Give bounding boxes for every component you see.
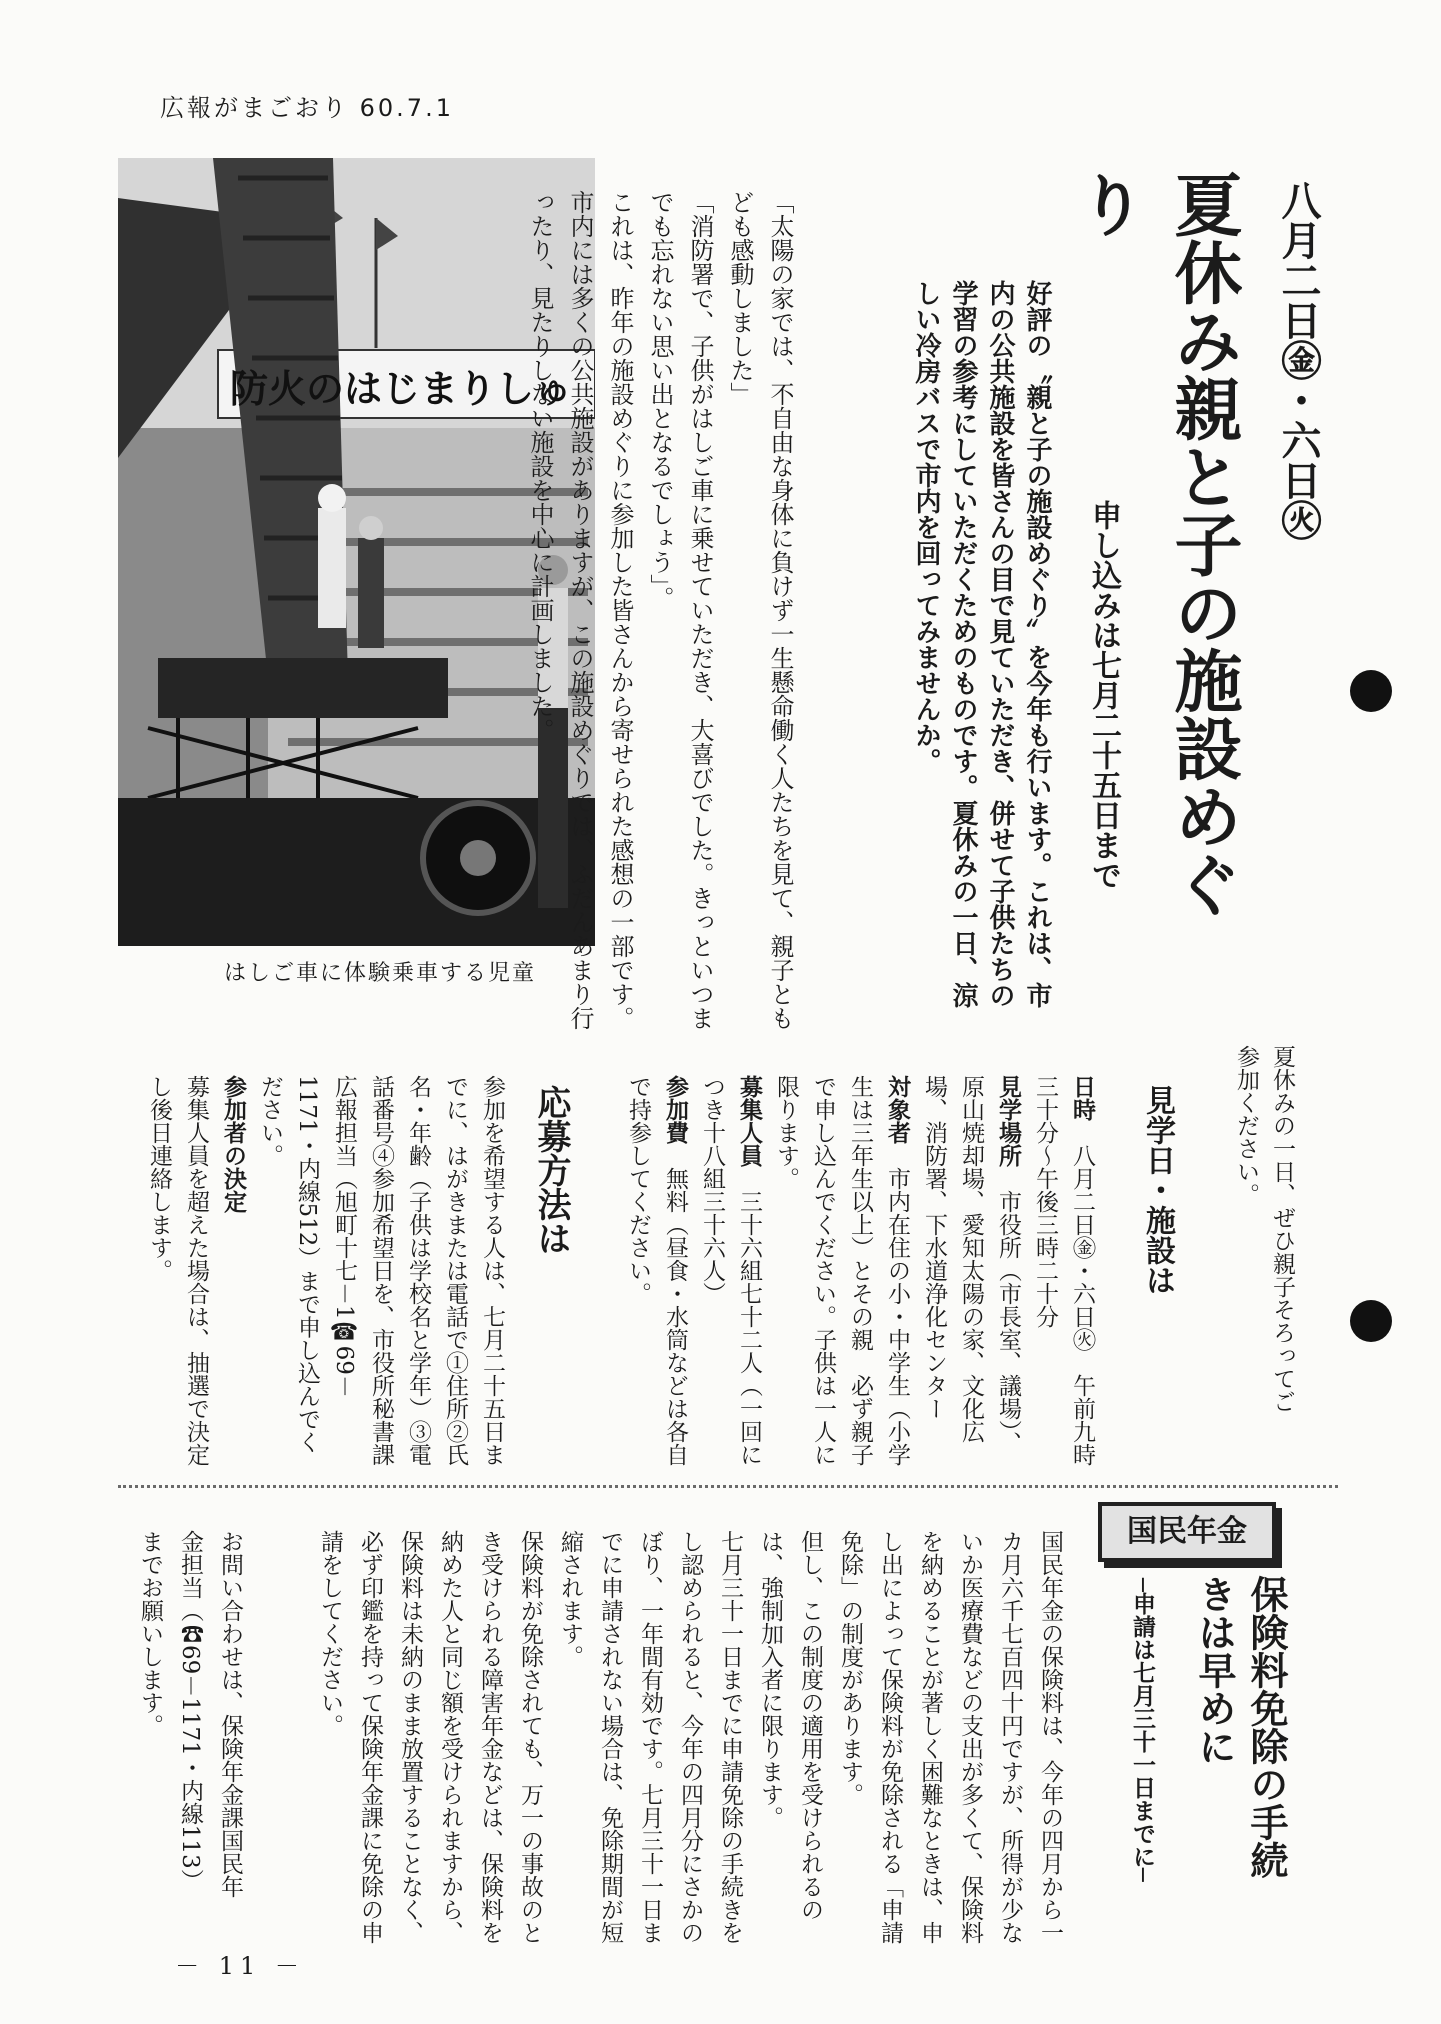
decision-text: 募集人員を超えた場合は、抽選で決定し後日連絡します。 xyxy=(146,1075,209,1466)
pension-body xyxy=(260,1530,1070,1950)
pension-title: 保険料免除の手続きは早めに xyxy=(1192,1575,1288,1879)
body-paragraph: 七月三十一日までに申請免除の手続きをし認められると、今年の四月分にさかのぼり、一年間有効です。七月三十一日までに申請されない場合は、免除期間が短縮されます。 xyxy=(557,1530,743,1944)
page-number: － 11 － xyxy=(175,1952,305,1980)
pension-contact: お問い合わせは、保険年金課国民年金担当（☎69－1171・内線113）までお願いします。 xyxy=(137,1530,243,1898)
body-paragraph: これは、昨年の施設めぐりに参加した皆さんから寄せられた感想の一部です。 xyxy=(606,190,634,1030)
schedule-details xyxy=(625,1075,1100,1470)
body-paragraph: 「太陽の家では、不自由な身体に負けず一生懸命働く人たちを見て、親子ともども感動しました」 xyxy=(726,190,794,1030)
section-divider xyxy=(118,1485,1338,1488)
article-body xyxy=(526,190,800,1030)
page-header: 広報がまごおり 60.7.1 xyxy=(160,94,454,122)
article-title: 夏休み親と子の施設めぐり xyxy=(1067,170,1242,918)
schedule-text: 市役所（市長室、議場）、原山焼却場、愛知太陽の家、文化広場、消防署、下水道浄化センター xyxy=(921,1075,1021,1455)
photo-caption: はしご車に体験乗車する児童 xyxy=(223,961,536,986)
article-body-continued xyxy=(1160,1045,1300,1415)
application-deadline: 申し込みは七月二十五日まで xyxy=(1086,500,1121,890)
schedule-item xyxy=(915,1075,1026,1470)
pension-badge: 国民年金 xyxy=(1098,1502,1276,1562)
section-bullet-icon xyxy=(1350,1300,1392,1342)
schedule-label: 募集人員 xyxy=(736,1075,762,1167)
body-paragraph: 国民年金の保険料は、今年の四月から一カ月六千七百四十円ですが、所得が少ないか医療費などの支出が多くて、保険料を納めることが著しく困難なときは、申し出によって保険料が免除される「申請免除」の制度があります。 xyxy=(837,1530,1063,1944)
body-paragraph: 市内には多くの公共施設がありますが、この施設めぐりでは、ふだんあまり行ったり、見たりしない施設を中心に計画しました。 xyxy=(526,190,594,1030)
apply-details xyxy=(130,1075,510,1475)
schedule-text: 無料（昼食・水筒などは各自で持参してください。 xyxy=(625,1075,688,1466)
article-intro: 好評の〝親と子の施設めぐり〟を今年も行います。これは、市内の公共施設を皆さんの目で見ていただき、併せて子供たちの学習の参考にしていただくためのものです。夏休みの一日、涼しい冷房バスで市内を回ってみませんか。 xyxy=(911,280,1052,1008)
schedule-item xyxy=(693,1075,767,1470)
schedule-label: 見学場所 xyxy=(995,1075,1021,1167)
photo-sign-text: 防火のはじまりしゅ xyxy=(230,367,573,411)
body-paragraph: 但し、この制度の適用を受けられるのは、強制加入者に限ります。 xyxy=(757,1530,823,1921)
schedule-text: 八月二日㊎・六日㊋ 午前九時三十分〜午後三時二十分 xyxy=(1032,1075,1095,1466)
schedule-heading: 見学日・施設は xyxy=(1140,1085,1175,1295)
body-paragraph: 夏休みの一日、ぜひ親子そろってご参加ください。 xyxy=(1233,1045,1295,1413)
schedule-item xyxy=(1026,1075,1100,1470)
pension-subtitle: ─申請は七月三十一日までに─ xyxy=(1129,1578,1155,1882)
schedule-text: 市内在住の小・中学生（小学生は三年生以上）とその親 必ず親子で申し込んでください。子供は一人に限ります。 xyxy=(773,1075,910,1466)
schedule-item xyxy=(767,1075,915,1470)
schedule-label: 参加費 xyxy=(662,1075,688,1144)
decision-label: 参加者の決定 xyxy=(220,1075,246,1213)
apply-heading: 応募方法は xyxy=(531,1085,571,1255)
section-bullet-icon xyxy=(1350,670,1392,712)
schedule-label: 対象者 xyxy=(884,1075,910,1144)
schedule-label: 日時 xyxy=(1069,1075,1095,1121)
apply-text: 参加を希望する人は、七月二十五日までに、はがきまたは電話で①住所②氏名・年齢（子供は学校名と学年）③電話番号④参加希望日を、市役所秘書課広報担当（旭町十七－1☎69－1171・内線512）まで申し込んでください。 xyxy=(257,1075,505,1466)
event-dates: 八月二日㊎・六日㊋ xyxy=(1275,180,1321,540)
body-paragraph: 「消防署で、子供がはしご車に乗せていただき、大喜びでした。きっといつまでも忘れない思い出となるでしょう」。 xyxy=(646,190,714,1030)
schedule-text: 三十六組七十二人（一回につき十八組三十六人） xyxy=(699,1075,762,1466)
schedule-item xyxy=(619,1075,693,1470)
body-paragraph: 保険料が免除されても、万一の事故のとき受けられる障害年金などは、保険料を納めた人と同じ額を受けられますから、保険料は未納のまま放置することなく、必ず印鑑を持って保険年金課に免除の申請をしてください。 xyxy=(317,1530,543,1944)
